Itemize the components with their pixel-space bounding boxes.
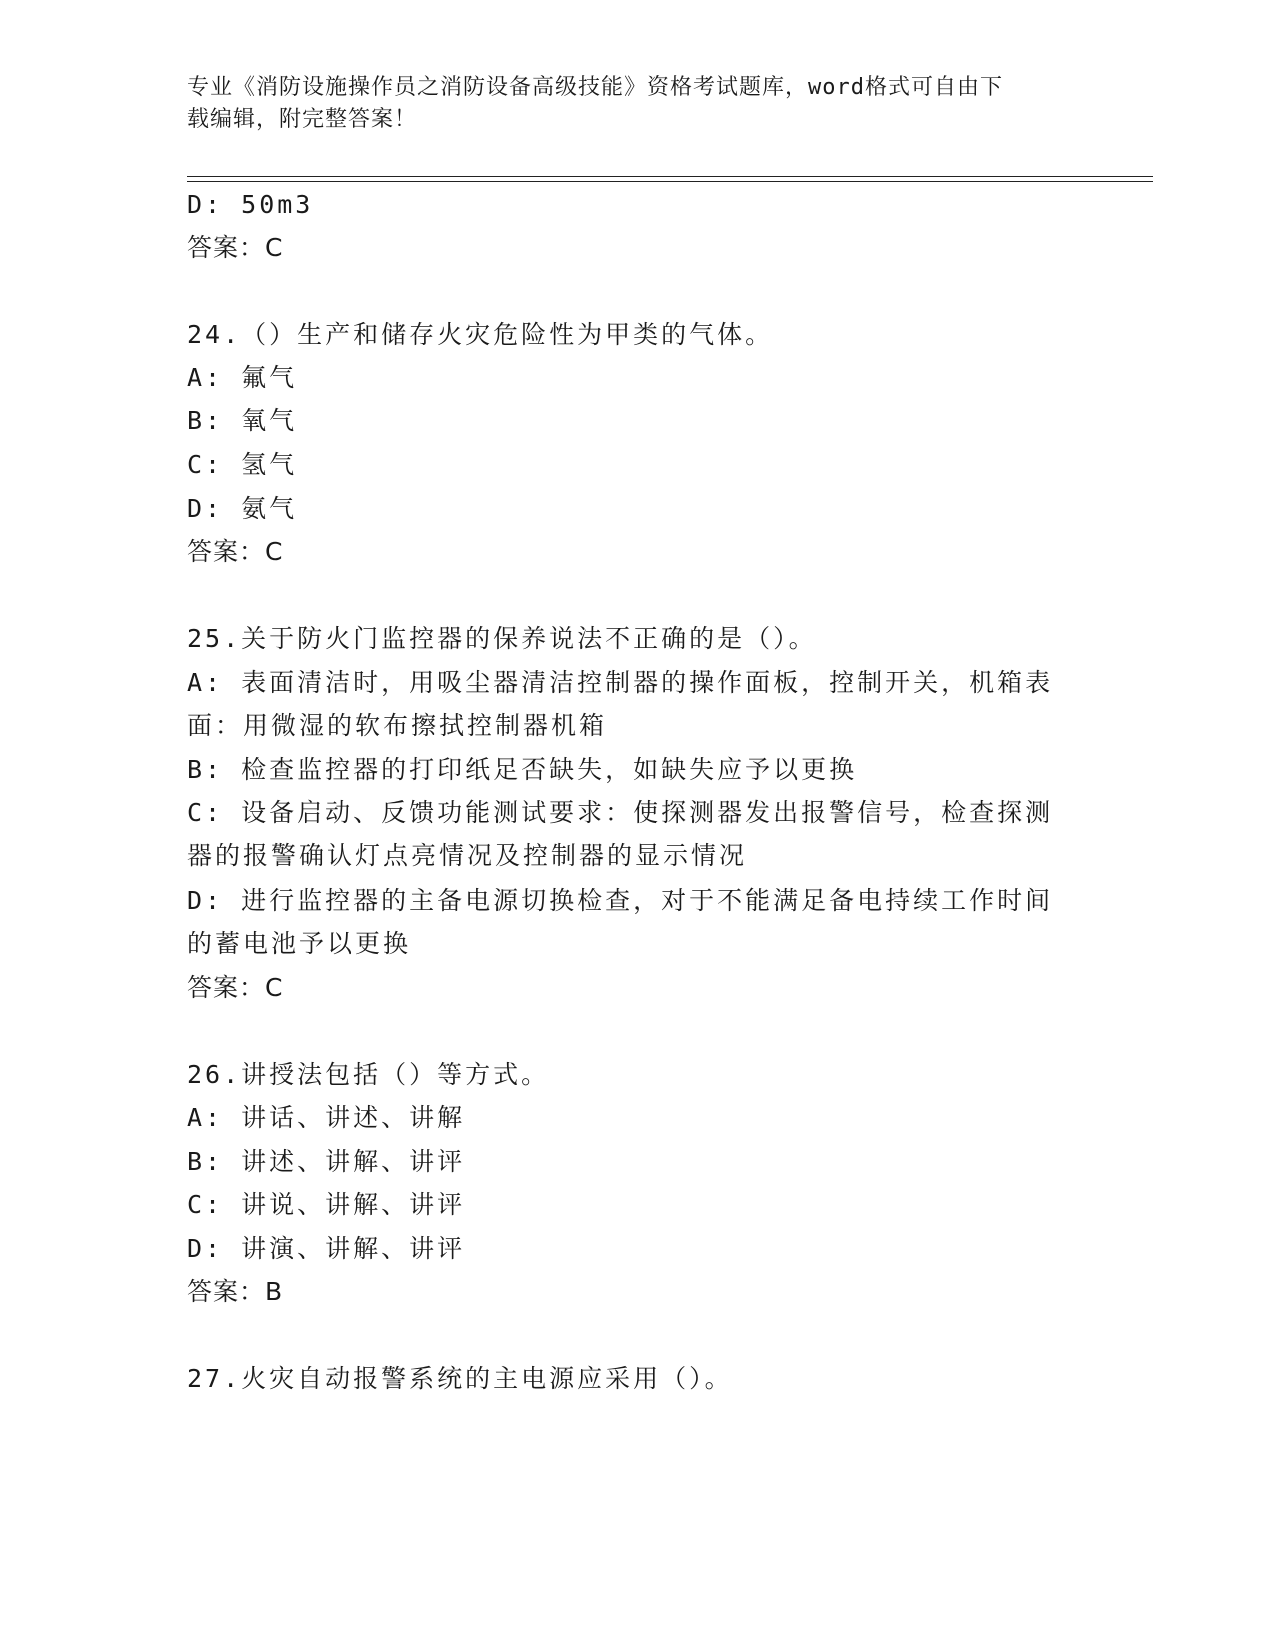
option-d: D: 讲演、讲解、讲评 <box>187 1234 466 1263</box>
option-a-continued: 面：用微湿的软布擦拭控制器机箱 <box>187 711 608 740</box>
header-line-1: 专业《消防设施操作员之消防设备高级技能》资格考试题库，word格式可自由下 <box>187 75 1003 100</box>
answer-line: 答案：C <box>187 233 284 262</box>
header-line-2: 载编辑，附完整答案！ <box>187 107 418 132</box>
document-header <box>187 72 1067 136</box>
option-c: C: 氢气 <box>187 450 298 479</box>
option-a: A: 表面清洁时，用吸尘器清洁控制器的操作面板，控制开关，机箱表 <box>187 668 1054 697</box>
option-d: D: 50m3 <box>187 190 314 219</box>
answer-line: 答案：C <box>187 537 284 566</box>
header-divider-bottom <box>187 181 1153 182</box>
option-b: B: 检查监控器的打印纸足否缺失，如缺失应予以更换 <box>187 755 858 784</box>
answer-line: 答案：C <box>187 973 284 1002</box>
option-b: B: 讲述、讲解、讲评 <box>187 1147 466 1176</box>
option-c: C: 设备启动、反馈功能测试要求：使探测器发出报警信号，检查探测 <box>187 798 1054 827</box>
question-title: 25.关于防火门监控器的保养说法不正确的是（）。 <box>187 624 817 653</box>
option-d: D: 进行监控器的主备电源切换检查，对于不能满足备电持续工作时间 <box>187 886 1054 915</box>
question-title: 24.（）生产和储存火灾危险性为甲类的气体。 <box>187 320 774 349</box>
option-d-continued: 的蓄电池予以更换 <box>187 929 412 958</box>
answer-line: 答案：B <box>187 1277 284 1306</box>
question-title: 26.讲授法包括（）等方式。 <box>187 1060 550 1089</box>
option-a: A: 讲话、讲述、讲解 <box>187 1103 466 1132</box>
option-d: D: 氨气 <box>187 494 298 523</box>
header-divider-top <box>187 176 1153 177</box>
option-c-continued: 器的报警确认灯点亮情况及控制器的显示情况 <box>187 841 748 870</box>
option-b: B: 氧气 <box>187 406 298 435</box>
option-c: C: 讲说、讲解、讲评 <box>187 1190 466 1219</box>
option-a: A: 氟气 <box>187 363 298 392</box>
question-title: 27.火灾自动报警系统的主电源应采用（）。 <box>187 1364 733 1393</box>
